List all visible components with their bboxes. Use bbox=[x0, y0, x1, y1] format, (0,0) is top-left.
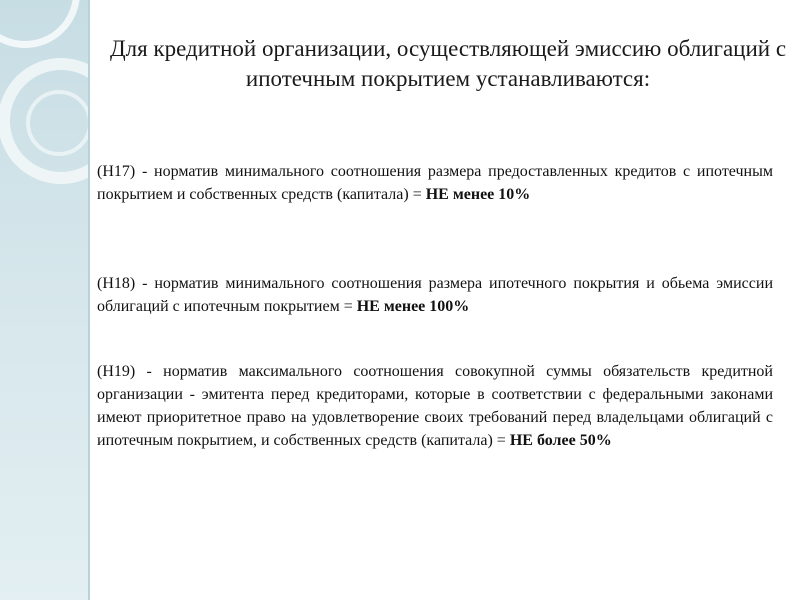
paragraph-h18-text: (Н18) - норматив минимального соотношения размера ипотечного покрытия и обьема эмиссии облигаций с ипотечным покрытием = bbox=[97, 275, 773, 315]
sidebar-divider bbox=[88, 0, 90, 600]
decorative-sidebar bbox=[0, 0, 88, 600]
decorative-ring-inner bbox=[26, 90, 88, 156]
decorative-ring-top bbox=[0, 0, 80, 48]
paragraph-h19 bbox=[97, 360, 773, 452]
paragraph-h19-value: НЕ более 50% bbox=[509, 432, 612, 449]
paragraph-h18-value: НЕ менее 100% bbox=[356, 298, 470, 315]
slide-title: Для кредитной организации, осуществляющей эмиссию облигаций с ипотечным покрытием устанавливаются: bbox=[109, 36, 787, 91]
paragraph-h17-value: НЕ менее 10% bbox=[425, 186, 531, 203]
paragraph-h19-text: (Н19) - норматив максимального соотношения совокупной суммы обязательств кредитной организации - эмитента перед кредиторами, которые в соответствии с федеральными законами имеют приоритетное право на удовлетворение своих требований перед владельцами облигаций с ипотечным покрытием, и собственных средств (капитала) = bbox=[97, 363, 773, 449]
paragraph-h17 bbox=[97, 160, 773, 206]
paragraph-h17-text: (Н17) - норматив минимального соотношения размера предоставленных кредитов с ипотечным покрытием и собственных средств (капитала) = bbox=[97, 163, 773, 203]
paragraph-h18 bbox=[97, 272, 773, 318]
